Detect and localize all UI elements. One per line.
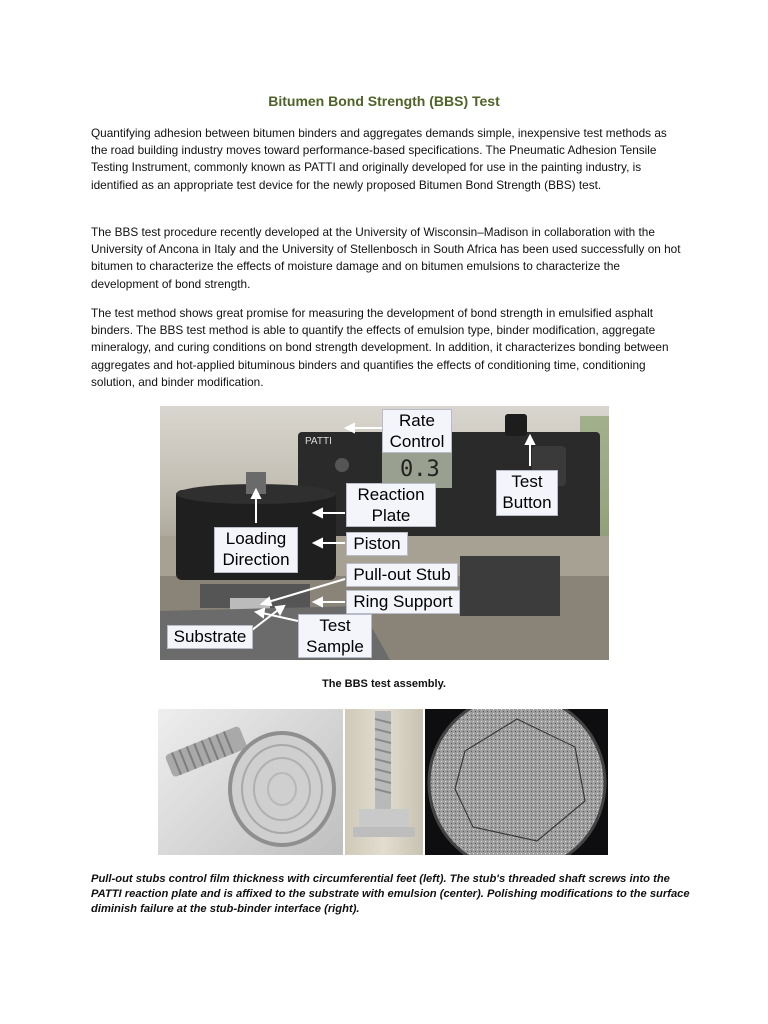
label-substrate: Substrate bbox=[167, 625, 253, 649]
display-reading: 0.3 bbox=[400, 457, 440, 482]
page-title: Bitumen Bond Strength (BBS) Test bbox=[268, 93, 500, 109]
stub-feet-photo bbox=[158, 709, 343, 855]
label-piston: Piston bbox=[346, 532, 408, 556]
device-brand: PATTI bbox=[305, 436, 332, 447]
paragraph-intro: Quantifying adhesion between bitumen binders and aggregates demands simple, inexpensive test methods as the road building industry moves toward performance-based specifications. The Pneumatic Adhesion Tensile Testing Instrument, commonly known as PATTI and originally developed for use in the painting industry, is identified as an appropriate test device for the newly proposed Bitumen Bond Strength (BBS) test. bbox=[91, 126, 667, 192]
paragraph-method: The test method shows great promise for measuring the development of bond strength in emulsified asphalt binders. The BBS test method is able to quantify the effects of emulsion type, binder modification, aggregate mineralogy, and curing conditions on bond strength development. In addition, it characterizes bonding between aggregates and hot-applied bituminous binders and quantifies the effects of conditioning time, conditioning solution, and binder modification. bbox=[91, 306, 669, 389]
label-test-sample: Test Sample bbox=[298, 614, 372, 658]
label-pullout-stub: Pull-out Stub bbox=[346, 563, 458, 587]
paragraph-procedure: The BBS test procedure recently developed at the University of Wisconsin–Madison in collaboration with the University of Ancona in Italy and the University of Stellenbosch in South Africa has been used successfully on hot bitumen to characterize the effects of moisture damage and on bitumen emulsions to characterize the development of bond strength. bbox=[91, 225, 681, 291]
label-loading-direction: Loading Direction bbox=[214, 527, 298, 573]
figure-caption-stubs: Pull-out stubs control film thickness with circumferential feet (left). The stub's threaded shaft screws into the PATTI reaction plate and is affixed to the substrate with emulsion (center). Polishing modifications to the surface diminish failure at the stub-binder interface (right). bbox=[91, 873, 690, 915]
figure-caption-assembly: The BBS test assembly. bbox=[322, 678, 446, 690]
label-rate-control: Rate Control bbox=[382, 409, 452, 453]
label-reaction-plate: Reaction Plate bbox=[346, 483, 436, 527]
stub-shaft-photo bbox=[345, 709, 423, 855]
label-ring-support: Ring Support bbox=[346, 590, 460, 614]
polished-surface-photo bbox=[425, 709, 608, 855]
bbs-assembly-photo bbox=[160, 406, 609, 660]
label-test-button: Test Button bbox=[496, 470, 558, 516]
